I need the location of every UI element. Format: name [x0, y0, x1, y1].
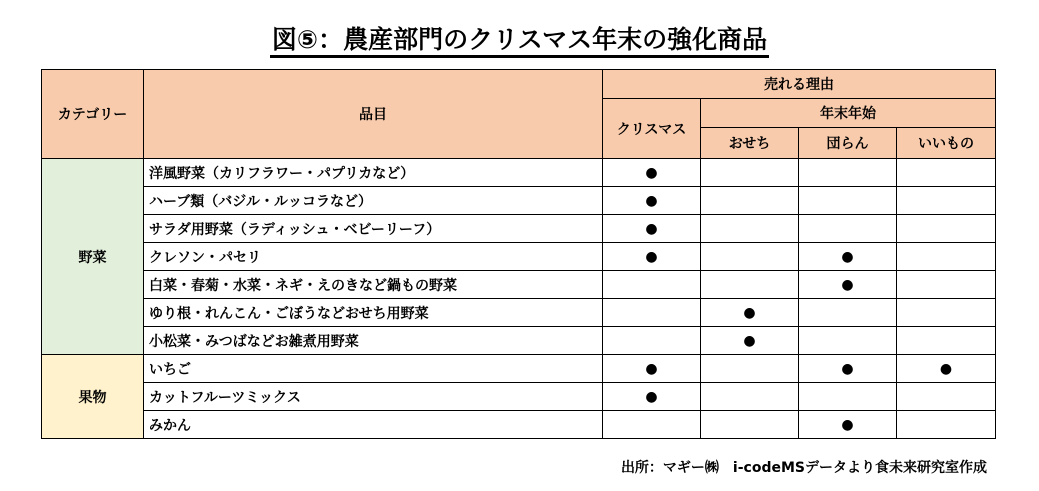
mark-osechi [701, 187, 799, 215]
mark-osechi: ● [701, 327, 799, 355]
mark-christmas: ● [603, 159, 701, 187]
table-row [42, 299, 996, 327]
row-item: ゆり根・れんこん・ごぼうなどおせち用野菜 [144, 299, 603, 327]
mark-iimono [897, 243, 996, 271]
mark-christmas [603, 299, 701, 327]
mark-christmas: ● [603, 187, 701, 215]
mark-danran: ● [799, 271, 897, 299]
row-item: カットフルーツミックス [144, 383, 603, 411]
mark-christmas [603, 271, 701, 299]
mark-osechi [701, 215, 799, 243]
mark-iimono [897, 187, 996, 215]
header-reasons: 売れる理由 [603, 70, 996, 99]
table-row [42, 355, 996, 383]
mark-osechi [701, 411, 799, 439]
product-table [41, 69, 996, 439]
row-item: いちご [144, 355, 603, 383]
mark-osechi: ● [701, 299, 799, 327]
mark-christmas: ● [603, 243, 701, 271]
header-christmas: クリスマス [603, 99, 701, 159]
mark-danran [799, 383, 897, 411]
mark-iimono: ● [897, 355, 996, 383]
mark-christmas: ● [603, 215, 701, 243]
header-iimono: いいもの [897, 128, 996, 159]
mark-danran: ● [799, 411, 897, 439]
row-item: クレソン・パセリ [144, 243, 603, 271]
table-row [42, 271, 996, 299]
header-osechi: おせち [701, 128, 799, 159]
table-row [42, 215, 996, 243]
mark-osechi [701, 271, 799, 299]
mark-danran [799, 327, 897, 355]
mark-christmas [603, 411, 701, 439]
mark-danran [799, 299, 897, 327]
category-fruits: 果物 [42, 355, 144, 439]
source-note: 出所：マギー㈱ i-codeMSデータより食未来研究室作成 [620, 460, 987, 476]
header-danran: 団らん [799, 128, 897, 159]
table-row [42, 411, 996, 439]
page-title-text: 図⑤：農産部門のクリスマス年末の強化商品 [270, 25, 769, 58]
table-row [42, 159, 996, 187]
mark-danran: ● [799, 243, 897, 271]
mark-iimono [897, 327, 996, 355]
row-item: 洋風野菜（カリフラワー・パプリカなど） [144, 159, 603, 187]
mark-iimono [897, 271, 996, 299]
page-title [0, 20, 1039, 56]
header-year-end: 年末年始 [701, 99, 996, 128]
mark-iimono [897, 215, 996, 243]
row-item: 小松菜・みつばなどお雑煮用野菜 [144, 327, 603, 355]
category-vegetables: 野菜 [42, 159, 144, 355]
mark-osechi [701, 355, 799, 383]
mark-danran [799, 159, 897, 187]
mark-christmas: ● [603, 355, 701, 383]
mark-iimono [897, 159, 996, 187]
mark-osechi [701, 383, 799, 411]
mark-iimono [897, 383, 996, 411]
row-item: サラダ用野菜（ラディッシュ・ベビーリーフ） [144, 215, 603, 243]
mark-iimono [897, 411, 996, 439]
mark-osechi [701, 159, 799, 187]
table-row [42, 327, 996, 355]
mark-danran [799, 187, 897, 215]
header-category: カテゴリー [42, 70, 144, 159]
mark-danran: ● [799, 355, 897, 383]
mark-osechi [701, 243, 799, 271]
row-item: みかん [144, 411, 603, 439]
mark-christmas: ● [603, 383, 701, 411]
mark-iimono [897, 299, 996, 327]
header-item: 品目 [144, 70, 603, 159]
row-item: 白菜・春菊・水菜・ネギ・えのきなど鍋もの野菜 [144, 271, 603, 299]
table-row [42, 383, 996, 411]
row-item: ハーブ類（バジル・ルッコラなど） [144, 187, 603, 215]
table-row [42, 243, 996, 271]
table-row [42, 187, 996, 215]
mark-danran [799, 215, 897, 243]
mark-christmas [603, 327, 701, 355]
